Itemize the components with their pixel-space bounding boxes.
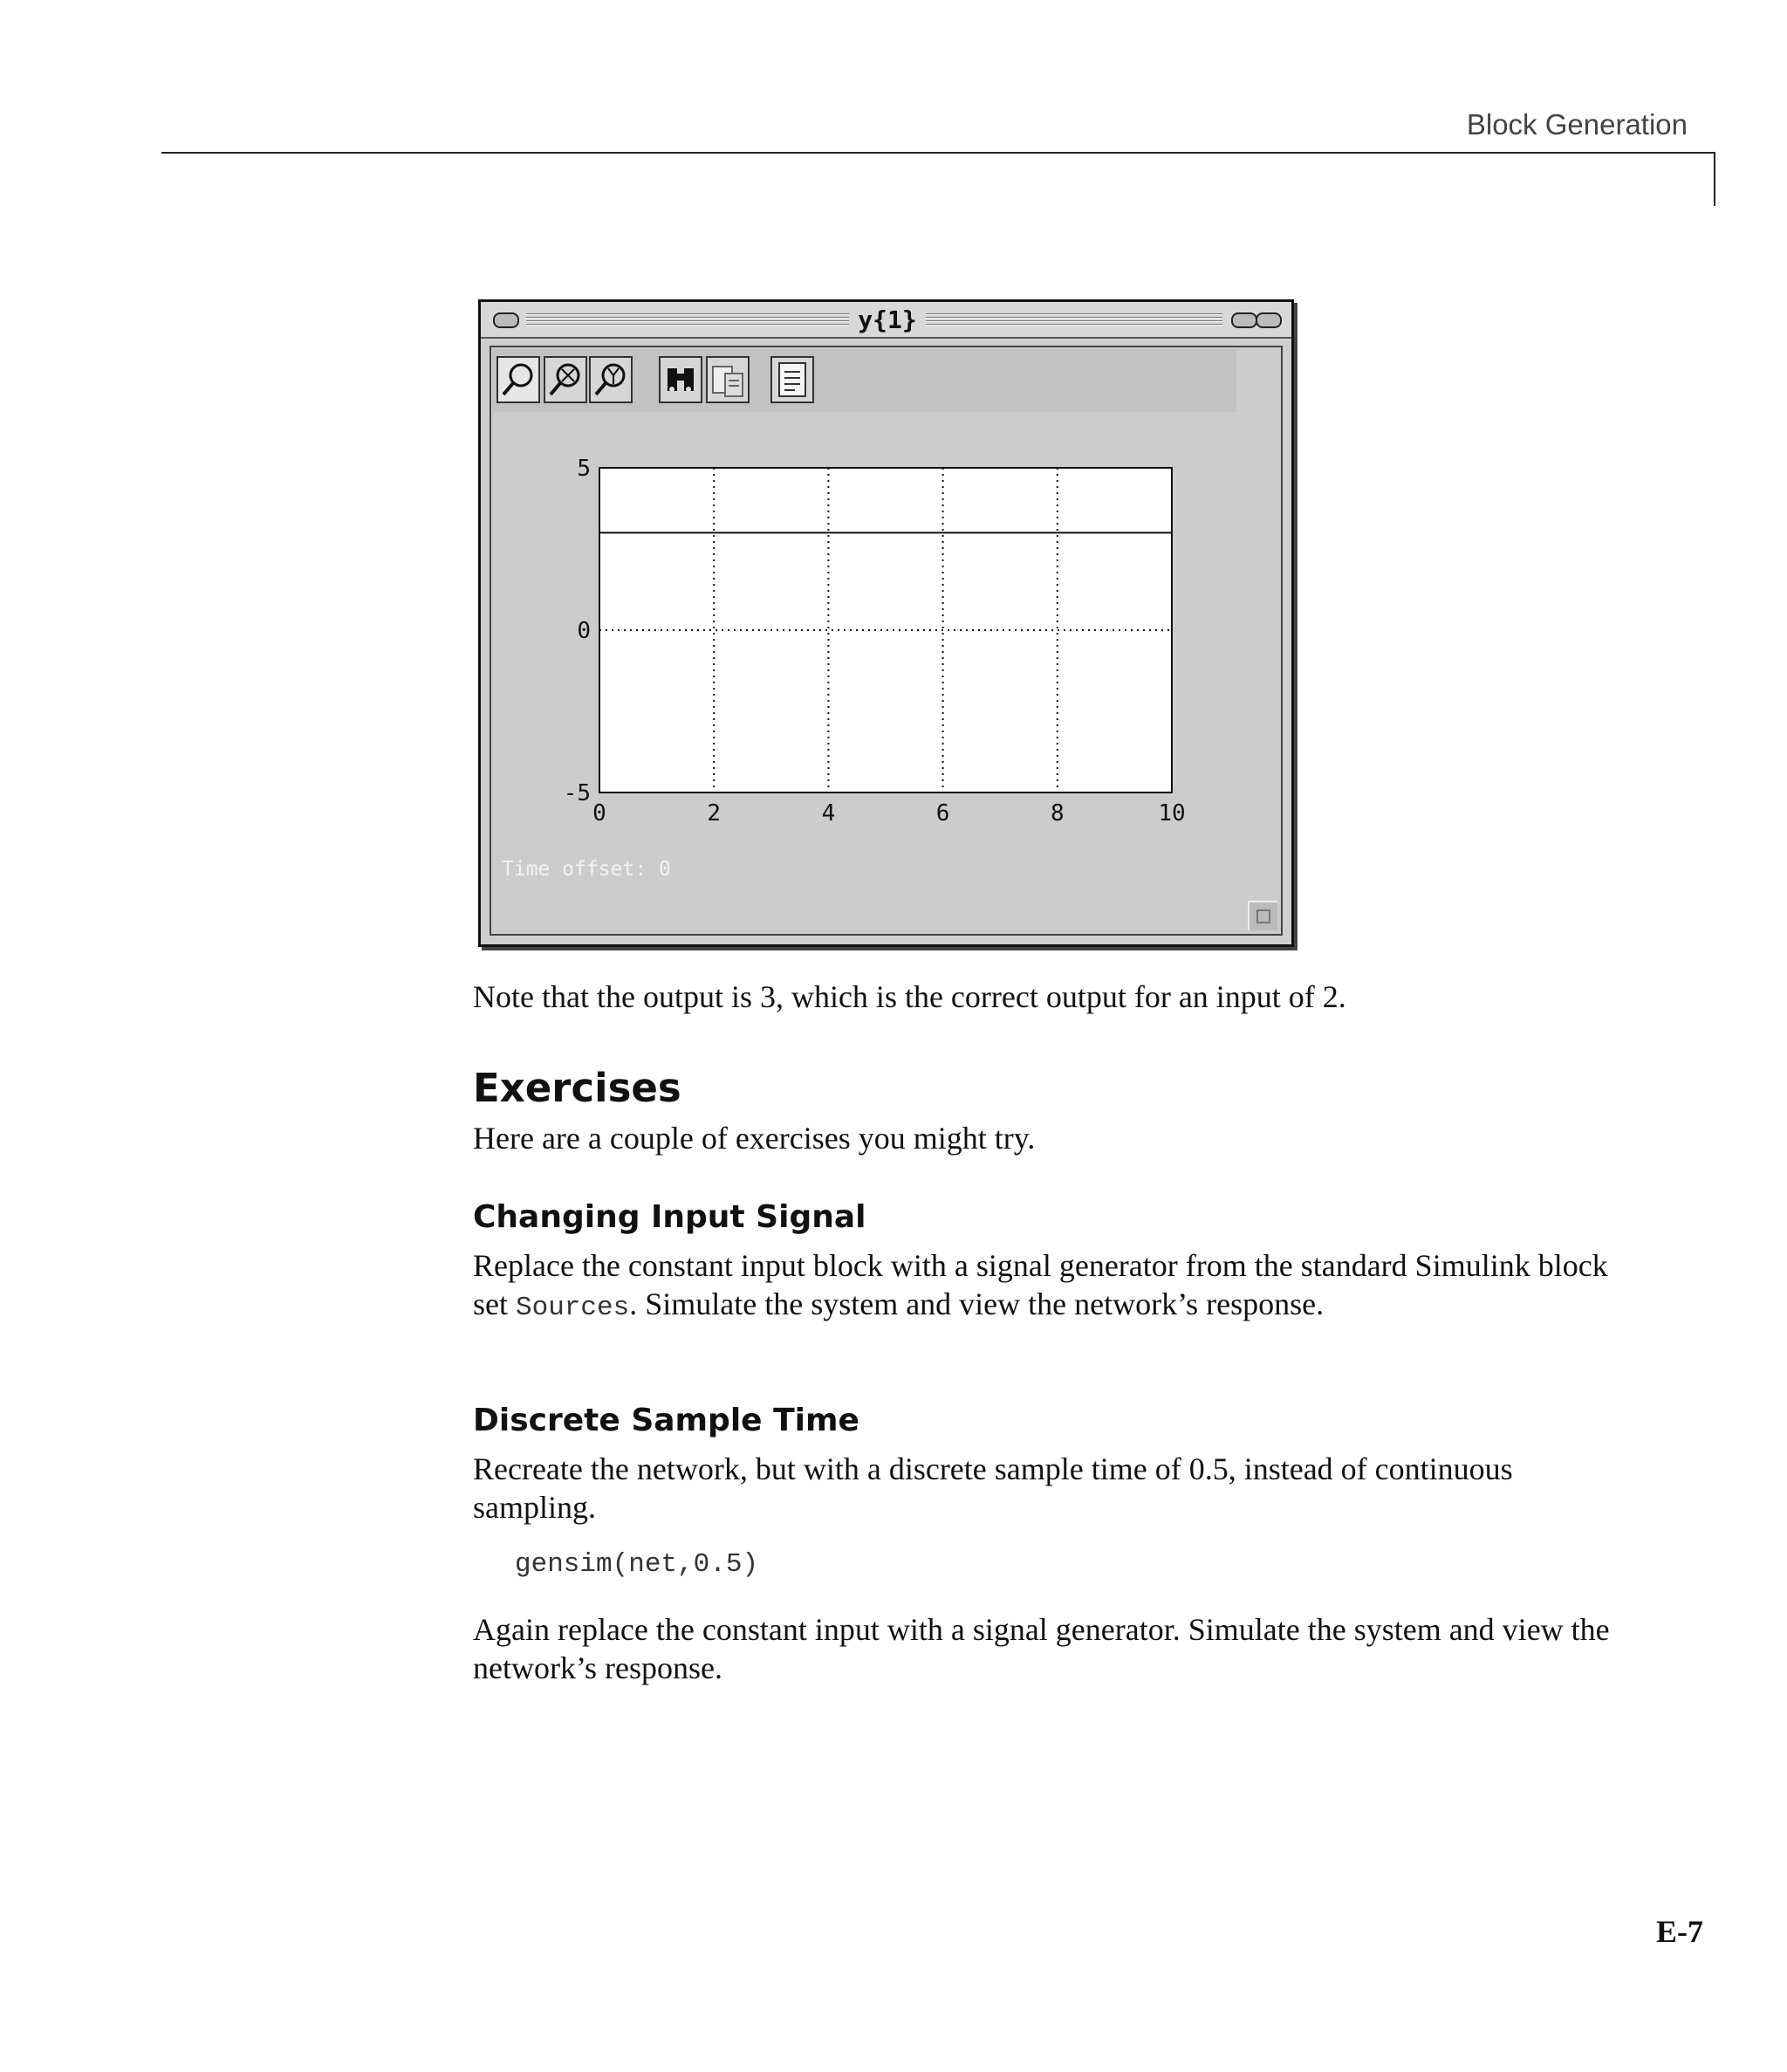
titlebar-stripes-right	[926, 312, 1222, 326]
x-tick-label: 2	[707, 800, 722, 827]
x-tick-label: 8	[1050, 800, 1065, 827]
sources-code: Sources	[516, 1293, 630, 1323]
changing-input-paragraph	[473, 1246, 1642, 1328]
resize-grip-icon[interactable]	[1248, 901, 1277, 930]
discrete-sample-heading: Discrete Sample Time	[473, 1403, 859, 1438]
plot-area	[491, 347, 1281, 934]
window-titlebar[interactable]	[481, 302, 1291, 339]
changing-input-text-a: Replace the constant input block with a signal generator from the standard Simulink block set	[473, 1248, 1608, 1321]
x-tick-label: 10	[1158, 800, 1186, 827]
scope-content	[490, 346, 1283, 936]
final-paragraph: Again replace the constant input with a signal generator. Simulate the system and view the network’s response.	[473, 1612, 1610, 1685]
time-offset-label: Time offset:	[502, 858, 647, 881]
y-tick-label: 5	[577, 456, 591, 482]
note-paragraph: Note that the output is 3, which is the correct output for an input of 2.	[473, 979, 1346, 1014]
x-tick-label: 0	[592, 800, 606, 827]
scope-plot	[491, 347, 1285, 941]
scope-window	[478, 299, 1294, 947]
running-head: Block Generation	[1466, 108, 1688, 141]
exercises-heading: Exercises	[473, 1065, 681, 1111]
zoom-box-icon[interactable]	[1231, 312, 1257, 328]
titlebar-stripes-left	[526, 312, 849, 326]
y-tick-label: -5	[563, 780, 591, 806]
time-offset-value: 0	[659, 858, 671, 881]
header-rule	[161, 152, 1715, 154]
code-example: gensim(net,0.5)	[515, 1549, 759, 1580]
collapse-box-icon[interactable]	[1256, 312, 1282, 328]
time-offset	[502, 858, 671, 881]
changing-input-heading: Changing Input Signal	[473, 1199, 866, 1235]
discrete-sample-paragraph: Recreate the network, but with a discrete sample time of 0.5, instead of continuous sampling.	[473, 1451, 1513, 1525]
y-tick-label: 0	[577, 618, 591, 644]
header-rule-tick	[1714, 152, 1715, 206]
x-tick-label: 6	[935, 800, 950, 827]
window-title: y{1}	[858, 305, 917, 334]
exercises-intro: Here are a couple of exercises you might try.	[473, 1121, 1036, 1156]
x-tick-label: 4	[821, 800, 836, 827]
close-box-icon[interactable]	[493, 312, 519, 328]
changing-input-text-b: . Simulate the system and view the network’s response.	[629, 1286, 1325, 1321]
page-number: E-7	[1656, 1914, 1703, 1949]
